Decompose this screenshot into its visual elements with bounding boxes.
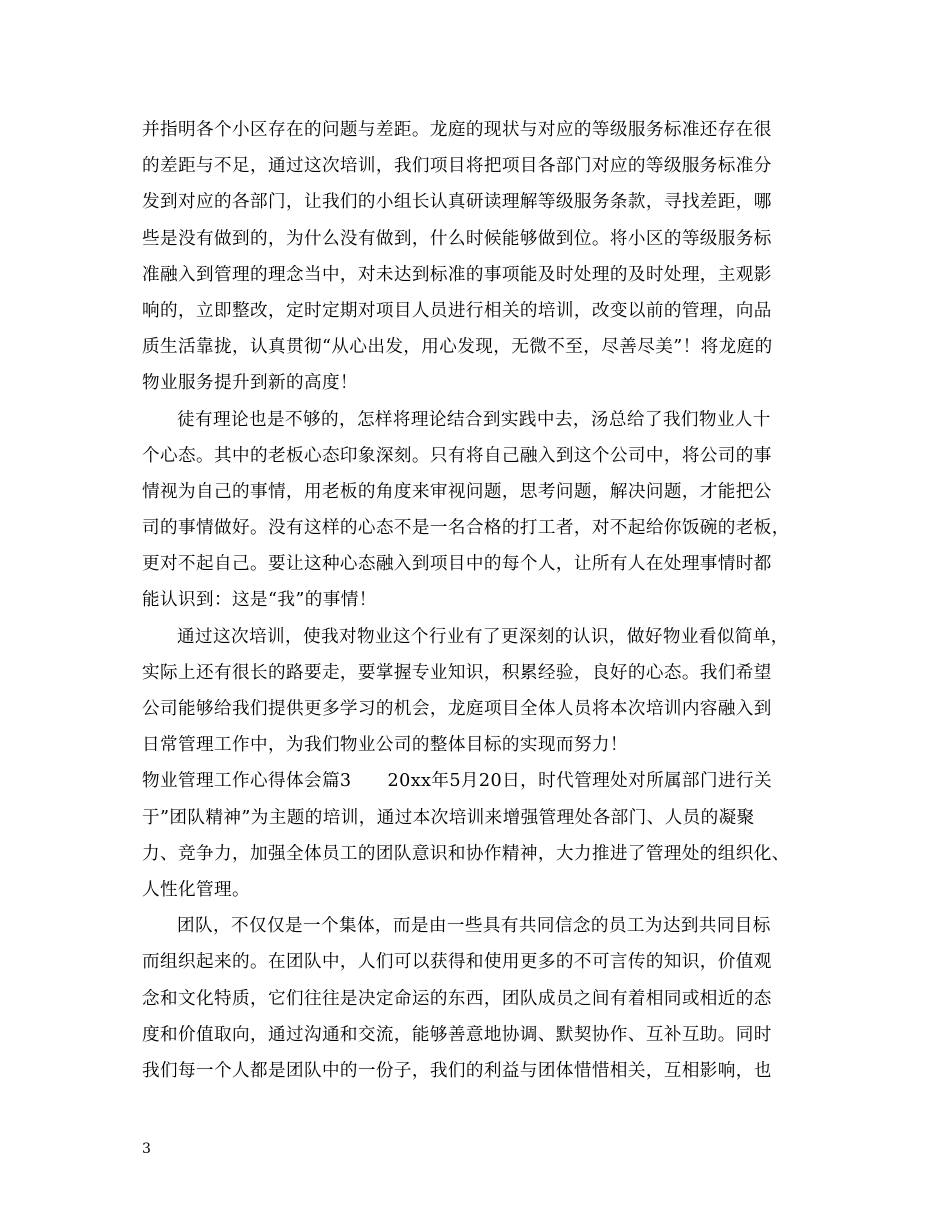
text-line: 个心态。其中的老板心态印象深刻。只有将自己融入到这个公司中，将公司的事 <box>142 445 772 466</box>
text-line: 公司能够给我们提供更多学习的机会，龙庭项目全体人员将本次培训内容融入到 <box>142 699 772 719</box>
text-line: 物业管理工作心得体会篇3 20xx年5月20日，时代管理处对所属部门进行关 <box>142 771 773 792</box>
text-line: 情视为自己的事情，用老板的角度来审视问题，思考问题，解决问题，才能把公 <box>142 481 772 502</box>
text-line: 通过这次培训，使我对物业这个行业有了更深刻的认识，做好物业看似简单， <box>177 626 789 647</box>
text-line: 于”团队精神”为主题的培训，通过本次培训来增强管理处各部门、人员的凝聚 <box>142 807 755 828</box>
text-line: 质生活靠拢，认真贯彻“从心出发，用心发现，无微不至，尽善尽美”！将龙庭的 <box>142 337 773 358</box>
text-line: 并指明各个小区存在的问题与差距。龙庭的现状与对应的等级服务标准还存在很 <box>142 120 772 140</box>
text-line: 我们每一个人都是团队中的一份子，我们的利益与团体惜惜相关，互相影响，也 <box>142 1060 772 1081</box>
text-line: 响的，立即整改，定时定期对项目人员进行相关的培训，改变以前的管理，向品 <box>142 300 772 321</box>
text-line: 人性化管理。 <box>142 879 250 900</box>
text-line: 更对不起自己。要让这种心态融入到项目中的每个人，让所有人在处理事情时都 <box>142 554 772 575</box>
text-line: 度和价值取向，通过沟通和交流，能够善意地协调、默契协作、互补互助。同时 <box>142 1024 772 1045</box>
text-line: 司的事情做好。没有这样的心态不是一名合格的打工者，对不起给你饭碗的老板， <box>142 518 790 539</box>
text-line: 团队，不仅仅是一个集体，而是由一些具有共同信念的员工为达到共同目标 <box>177 916 771 937</box>
text-line: 念和文化特质，它们往往是决定命运的东西，团队成员之间有着相同或相近的态 <box>142 988 772 1009</box>
text-line: 日常管理工作中，为我们物业公司的整体目标的实现而努力！ <box>142 735 628 756</box>
text-line: 些是没有做到的，为什么没有做到，什么时候能够做到位。将小区的等级服务标 <box>142 228 772 249</box>
text-line: 发到对应的各部门，让我们的小组长认真研读理解等级服务条款，寻找差距，哪 <box>142 192 772 213</box>
text-line: 物业服务提升到新的高度！ <box>142 373 358 394</box>
text-line: 实际上还有很长的路要走，要掌握专业知识，积累经验，良好的心态。我们希望 <box>142 662 772 683</box>
text-line: 能认识到：这是“我”的事情！ <box>142 590 377 611</box>
body-text <box>142 112 842 1089</box>
text-line: 徒有理论也是不够的，怎样将理论结合到实践中去，汤总给了我们物业人十 <box>177 409 771 430</box>
text-line: 准融入到管理的理念当中，对未达到标准的事项能及时处理的及时处理，主观影 <box>142 264 772 285</box>
text-line: 而组织起来的。在团队中，人们可以获得和使用更多的不可言传的知识，价值观 <box>142 952 772 973</box>
text-line: 的差距与不足，通过这次培训，我们项目将把项目各部门对应的等级服务标准分 <box>142 156 772 177</box>
page-number: 3 <box>142 1141 151 1157</box>
text-line: 力、竞争力，加强全体员工的团队意识和协作精神，大力推进了管理处的组织化、 <box>142 843 790 864</box>
